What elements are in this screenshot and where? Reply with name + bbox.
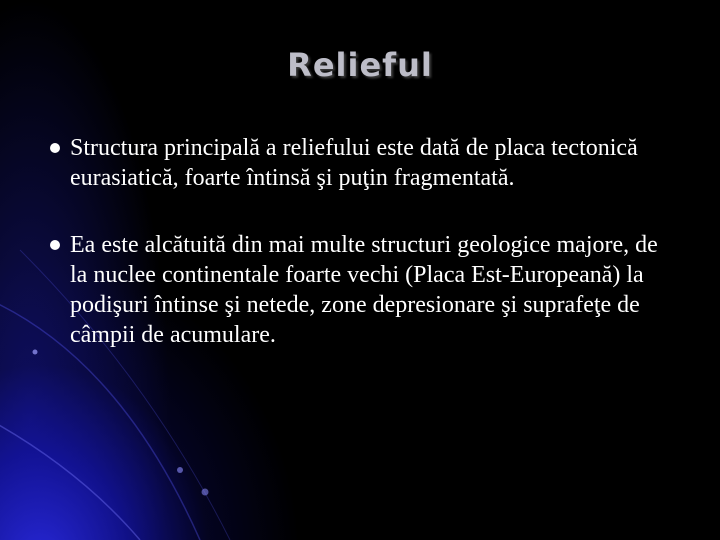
bullet-item xyxy=(44,133,664,193)
bullet-text: Structura principală a reliefului este dată de placa tectonică eurasiatică, foarte întinsă şi puţin fragmentată. xyxy=(70,135,638,191)
bullet-dot-icon xyxy=(50,143,60,153)
bullet-list xyxy=(44,133,664,387)
bullet-dot-icon xyxy=(50,240,60,250)
bullet-item xyxy=(44,230,664,350)
bullet-text: Ea este alcătuită din mai multe structuri geologice majore, de la nuclee continentale foarte vechi (Placa Est-Europeană) la podişuri întinse şi netede, zone depresionare şi suprafeţe de câmpii de acumulare. xyxy=(70,232,658,348)
slide-title: Relieful xyxy=(287,46,433,84)
